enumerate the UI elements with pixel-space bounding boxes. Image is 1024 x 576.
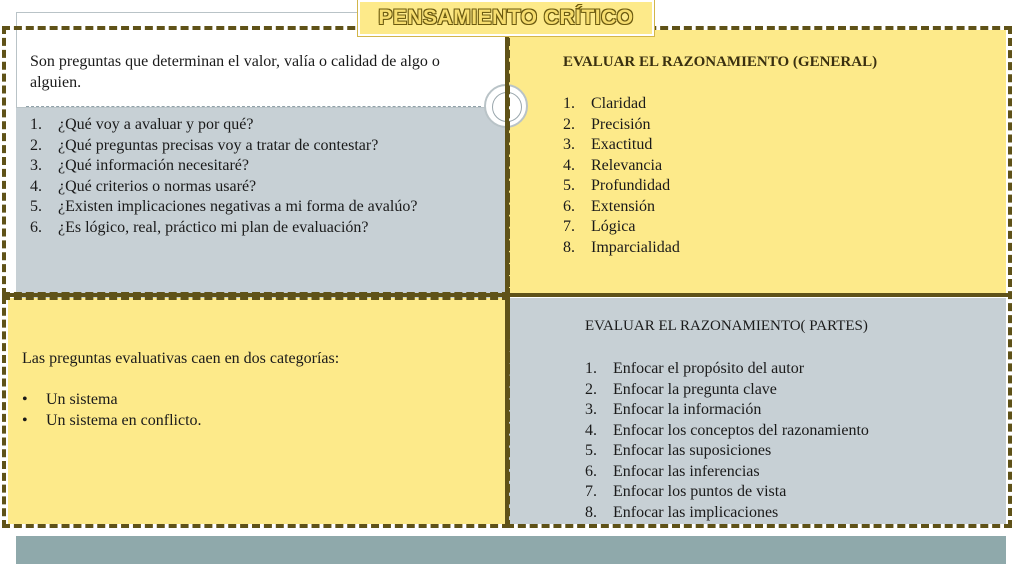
list-item: 1. Claridad: [563, 95, 647, 112]
list-item: 1. ¿Qué voy a avaluar y por qué?: [30, 116, 254, 133]
list-item: 7. Enfocar los puntos de vista: [585, 483, 787, 500]
list-item: • Un sistema en conflicto.: [22, 411, 202, 429]
general-heading: EVALUAR EL RAZONAMIENTO (GENERAL): [563, 54, 878, 70]
list-item: 2. Precisión: [563, 115, 651, 133]
title-banner: [358, 0, 654, 36]
list-item: 5. Profundidad: [563, 177, 671, 194]
list-item: 4. ¿Qué criterios o normas usaré?: [30, 177, 257, 195]
list-item: 4. Relevancia: [563, 156, 663, 174]
list-item: 6. ¿Es lógico, real, práctico mi plan de evaluación?: [30, 218, 369, 236]
list-item: 3. Enfocar la información: [585, 401, 762, 418]
parts-criteria-list: [585, 359, 985, 523]
list-item: • Un sistema: [22, 391, 118, 408]
list-item: 8. Enfocar las implicaciones: [585, 503, 779, 521]
vertical-divider: [505, 30, 509, 524]
list-item: 4. Enfocar los conceptos del razonamiento: [585, 421, 869, 439]
list-item: 5. ¿Existen implicaciones negativas a mi forma de avalúo?: [30, 198, 418, 215]
definition-text: Son preguntas que determinan el valor, valía o calidad de algo o alguien.: [30, 53, 440, 91]
questions-list: [30, 115, 480, 238]
list-item: 8. Imparcialidad: [563, 238, 680, 256]
general-criteria-list: [563, 94, 863, 258]
list-item: 5. Enfocar las suposiciones: [585, 442, 772, 459]
list-item: 3. ¿Qué información necesitaré?: [30, 157, 250, 174]
list-item: 2. Enfocar la pregunta clave: [585, 380, 777, 398]
parts-heading: EVALUAR EL RAZONAMIENTO( PARTES): [585, 318, 868, 334]
list-item: 1. Enfocar el propósito del autor: [585, 360, 805, 377]
list-item: 6. Extensión: [563, 197, 655, 215]
list-item: 6. Enfocar las inferencias: [585, 462, 760, 480]
page-title: PENSAMIENTO CRÍTICO: [378, 6, 634, 29]
list-item: 2. ¿Qué preguntas precisas voy a tratar de contestar?: [30, 136, 379, 154]
categories-list: [22, 390, 492, 431]
footer-strip: [16, 536, 1006, 564]
list-item: 7. Lógica: [563, 218, 636, 235]
list-item: 3. Exactitud: [563, 136, 653, 153]
categories-intro: Las preguntas evaluativas caen en dos categorías:: [22, 350, 340, 367]
horizontal-divider: [6, 293, 1008, 297]
